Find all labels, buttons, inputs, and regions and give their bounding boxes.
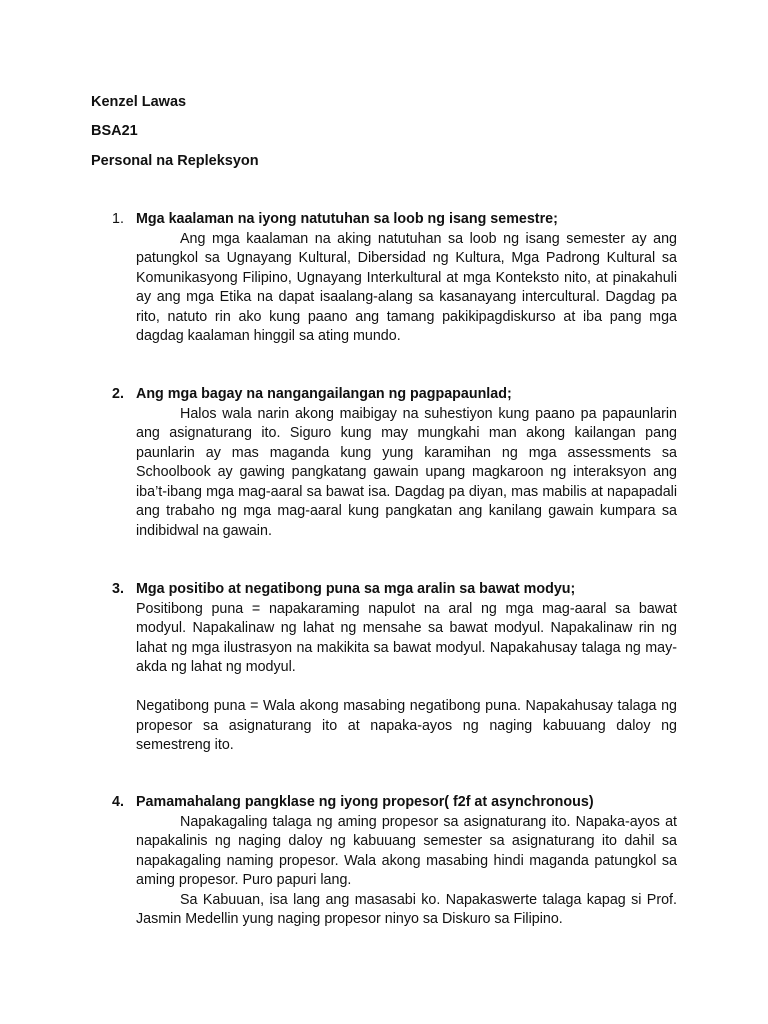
item-number: 2. [112,386,124,402]
list-item-4 [112,793,677,930]
item-number: 1. [112,211,124,227]
item-question: Mga kaalaman na iyong natutuhan sa loob ng isang semestre; [136,211,558,227]
document-title: Personal na Repleksyon [91,153,259,169]
section-label: BSA21 [91,123,138,139]
item-paragraph: Napakagaling talaga ng aming propesor sa asignaturang ito. Napaka-ayos at napakalinis ng naging daloy ng kabuuang semester sa asignaturang ito dahil sa napakagaling naming propesor. Wala akong masabing hindi maganda patungkol sa aming propesor. Puro papuri lang. [136,813,677,888]
item-question: Mga positibo at negatibong puna sa mga aralin sa bawat modyu; [136,581,576,597]
item-number: 4. [112,794,124,810]
author-name: Kenzel Lawas [91,94,187,110]
list-item-3 [112,580,677,756]
item-number: 3. [112,581,124,597]
item-paragraph: Halos wala narin akong maibigay na suhestiyon kung paano pa papaunlarin ang asignaturang ito. Siguro kung may mungkahi man akong kailangan pang paunlarin ay mas maganda kung yung karamihan ng mga assessments sa Schoolbook ay gawing pangkatang gawain upang magkaroon ng interaksyon ang iba’t-ibang mga mag-aaral sa bawat isa. Dagdag pa diyan, mas mabilis at napapadali ang trabaho ng mga mag-aaral kung pangkatan ang kanilang gawain kumpara sa indibidwal na gawain. [136,405,677,539]
item-paragraph: Negatibong puna = Wala akong masabing negatibong puna. Napakahusay talaga ng propesor sa asignaturang ito at napaka-ayos ng naging kabuuang daloy ng semestreng ito. [136,698,677,753]
item-paragraph: Sa Kabuuan, isa lang ang masasabi ko. Napakaswerte talaga kapag si Prof. Jasmin Medellin yung naging propesor ninyo sa Diskuro sa Filipino. [136,891,677,927]
item-question: Pamamahalang pangklase ng iyong propesor( f2f at asynchronous) [136,794,594,810]
item-question: Ang mga bagay na nangangailangan ng pagpapaunlad; [136,386,512,402]
list-item-2 [112,385,677,541]
list-item-1 [112,210,677,347]
item-paragraph: Ang mga kaalaman na aking natutuhan sa loob ng isang semester ay ang patungkol sa Ugnayang Kultural, Dibersidad ng Kultura, Mga Padrong Kultural sa Komunikasyong Filipino, Ugnayang Interkultural at mga Konteksto nito, at pinakahuli ay ang mga Etika na dapat isaalang-alang sa kasanayang intercultural. Dagdag pa rito, natuto rin ako kung paano ang tamang pakikipagdiskurso at iba pang mga dagdag kaalaman hinggil sa ating mundo. [136,230,677,344]
item-paragraph: Positibong puna = napakaraming napulot na aral ng mga mag-aaral sa bawat modyul. Napakalinaw ng lahat ng mensahe sa bawat modyul. Napakalinaw rin ng lahat ng mga ilustrasyon na makikita sa bawat modyul. Napakahusay talaga ng may-akda ng lahat ng modyul. [136,600,677,675]
